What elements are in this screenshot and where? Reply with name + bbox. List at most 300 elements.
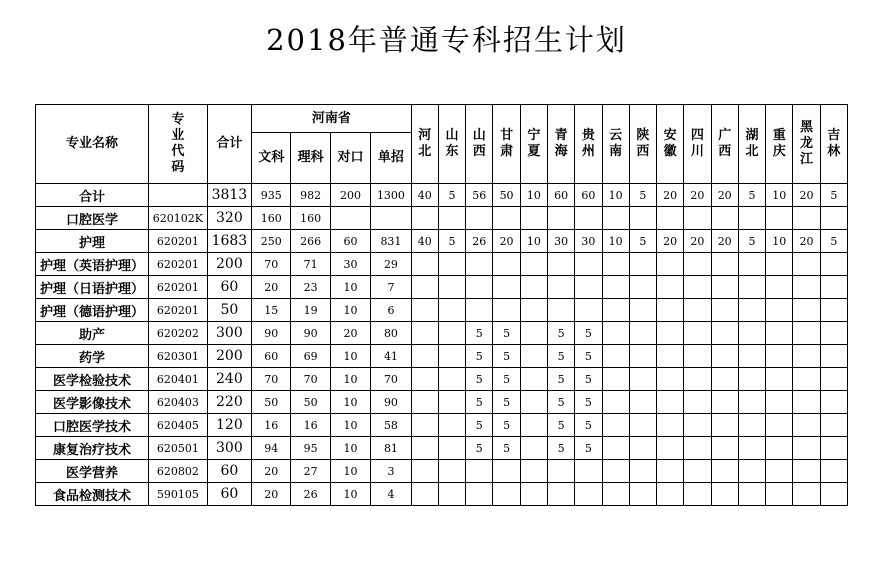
header-province: 山 东 [438, 105, 465, 184]
row-code-cell: 620802 [149, 460, 208, 483]
row-value-cell: 20 [657, 184, 684, 207]
row-value-cell: 20 [711, 184, 738, 207]
row-value-cell: 5 [575, 345, 602, 368]
row-value-cell [820, 276, 847, 299]
header-province: 湖 北 [738, 105, 765, 184]
row-value-cell [793, 391, 820, 414]
row-value-cell: 160 [291, 207, 330, 230]
header-henan: 河南省 [252, 105, 412, 133]
row-value-cell [411, 414, 438, 437]
row-code-cell: 620501 [149, 437, 208, 460]
row-value-cell: 5 [820, 184, 847, 207]
row-value-cell [411, 299, 438, 322]
row-value-cell: 50 [493, 184, 520, 207]
row-value-cell: 58 [371, 414, 411, 437]
table-row [36, 322, 848, 345]
row-value-cell: 5 [466, 345, 493, 368]
row-value-cell [493, 207, 520, 230]
header-name: 专业名称 [36, 105, 149, 184]
row-name-cell: 口腔医学 [36, 207, 149, 230]
row-value-cell [629, 207, 656, 230]
row-name-cell: 医学影像技术 [36, 391, 149, 414]
row-value-cell: 70 [291, 368, 330, 391]
header-henan-sub: 单招 [371, 133, 411, 184]
row-value-cell [493, 460, 520, 483]
row-value-cell [547, 276, 574, 299]
row-value-cell [411, 368, 438, 391]
row-value-cell [684, 299, 711, 322]
row-value-cell [711, 299, 738, 322]
row-name-cell: 助产 [36, 322, 149, 345]
header-province: 宁 夏 [520, 105, 547, 184]
row-value-cell [738, 207, 765, 230]
row-value-cell: 26 [466, 230, 493, 253]
row-name-cell: 药学 [36, 345, 149, 368]
row-value-cell: 3 [371, 460, 411, 483]
row-value-cell: 41 [371, 345, 411, 368]
row-value-cell: 20 [493, 230, 520, 253]
row-value-cell [575, 253, 602, 276]
row-value-cell: 20 [793, 184, 820, 207]
row-value-cell [438, 368, 465, 391]
header-province: 重 庆 [766, 105, 793, 184]
row-code-cell: 620201 [149, 253, 208, 276]
row-value-cell [330, 207, 370, 230]
row-value-cell [602, 437, 629, 460]
row-value-cell [629, 345, 656, 368]
row-code-cell: 620102K [149, 207, 208, 230]
row-value-cell: 10 [766, 230, 793, 253]
row-value-cell: 1300 [371, 184, 411, 207]
row-value-cell [602, 322, 629, 345]
row-value-cell: 5 [575, 391, 602, 414]
row-value-cell: 160 [252, 207, 291, 230]
row-value-cell: 200 [330, 184, 370, 207]
row-value-cell [602, 483, 629, 506]
row-value-cell [711, 207, 738, 230]
row-value-cell [766, 253, 793, 276]
header-province: 陕 西 [629, 105, 656, 184]
row-code-cell: 620201 [149, 276, 208, 299]
row-value-cell [738, 391, 765, 414]
row-total-cell: 200 [207, 253, 251, 276]
row-value-cell: 10 [330, 345, 370, 368]
row-total-cell: 320 [207, 207, 251, 230]
row-value-cell: 60 [547, 184, 574, 207]
row-value-cell [711, 368, 738, 391]
row-value-cell [411, 460, 438, 483]
table-row [36, 253, 848, 276]
row-value-cell [793, 299, 820, 322]
row-name-cell: 康复治疗技术 [36, 437, 149, 460]
row-value-cell [793, 368, 820, 391]
row-value-cell [411, 437, 438, 460]
row-value-cell [738, 322, 765, 345]
row-value-cell [520, 368, 547, 391]
table-row [36, 368, 848, 391]
row-value-cell [793, 345, 820, 368]
row-value-cell [520, 460, 547, 483]
row-value-cell [629, 368, 656, 391]
row-value-cell [493, 483, 520, 506]
row-value-cell: 81 [371, 437, 411, 460]
row-value-cell: 90 [252, 322, 291, 345]
row-value-cell [684, 368, 711, 391]
row-value-cell [602, 414, 629, 437]
row-value-cell [438, 414, 465, 437]
row-value-cell [711, 460, 738, 483]
table-row [36, 437, 848, 460]
row-value-cell: 10 [330, 437, 370, 460]
row-value-cell [766, 207, 793, 230]
row-value-cell [520, 276, 547, 299]
row-value-cell: 10 [330, 391, 370, 414]
row-value-cell [520, 322, 547, 345]
row-value-cell [520, 437, 547, 460]
row-value-cell: 19 [291, 299, 330, 322]
row-value-cell [684, 345, 711, 368]
header-province: 山 西 [466, 105, 493, 184]
row-value-cell: 10 [520, 184, 547, 207]
row-value-cell: 70 [252, 368, 291, 391]
row-value-cell [629, 299, 656, 322]
row-value-cell: 27 [291, 460, 330, 483]
row-value-cell [657, 207, 684, 230]
table-body [36, 184, 848, 506]
row-value-cell [438, 253, 465, 276]
row-value-cell: 90 [291, 322, 330, 345]
row-code-cell: 590105 [149, 483, 208, 506]
row-value-cell: 5 [575, 322, 602, 345]
table-row [36, 184, 848, 207]
row-value-cell: 5 [820, 230, 847, 253]
header-code: 专 业 代 码 [149, 105, 208, 184]
row-value-cell [793, 483, 820, 506]
row-value-cell [371, 207, 411, 230]
row-value-cell: 16 [252, 414, 291, 437]
row-name-cell: 护理（英语护理） [36, 253, 149, 276]
row-value-cell [602, 299, 629, 322]
row-value-cell [738, 299, 765, 322]
row-value-cell [766, 483, 793, 506]
row-value-cell [493, 299, 520, 322]
row-value-cell [738, 414, 765, 437]
row-value-cell [793, 414, 820, 437]
row-value-cell [411, 483, 438, 506]
row-value-cell: 20 [711, 230, 738, 253]
row-total-cell: 240 [207, 368, 251, 391]
row-value-cell: 6 [371, 299, 411, 322]
row-value-cell [820, 483, 847, 506]
row-value-cell [547, 483, 574, 506]
row-value-cell: 40 [411, 184, 438, 207]
row-value-cell [738, 437, 765, 460]
row-value-cell [466, 207, 493, 230]
row-code-cell: 620202 [149, 322, 208, 345]
row-value-cell [438, 391, 465, 414]
table-row [36, 207, 848, 230]
row-value-cell [466, 483, 493, 506]
row-value-cell [602, 207, 629, 230]
row-value-cell [793, 253, 820, 276]
row-value-cell [820, 253, 847, 276]
row-value-cell: 5 [438, 230, 465, 253]
row-value-cell: 5 [493, 345, 520, 368]
row-value-cell: 20 [684, 184, 711, 207]
row-value-cell: 30 [547, 230, 574, 253]
row-value-cell: 5 [629, 184, 656, 207]
row-value-cell [657, 483, 684, 506]
row-value-cell [575, 207, 602, 230]
row-total-cell: 120 [207, 414, 251, 437]
row-value-cell [602, 460, 629, 483]
row-value-cell [520, 483, 547, 506]
row-value-cell [711, 345, 738, 368]
row-value-cell [711, 253, 738, 276]
row-value-cell [657, 322, 684, 345]
header-province: 青 海 [547, 105, 574, 184]
row-value-cell [520, 253, 547, 276]
row-value-cell: 5 [629, 230, 656, 253]
row-value-cell: 5 [547, 414, 574, 437]
row-value-cell [820, 414, 847, 437]
row-value-cell: 5 [466, 414, 493, 437]
row-value-cell: 5 [493, 437, 520, 460]
row-value-cell: 5 [738, 184, 765, 207]
row-value-cell: 935 [252, 184, 291, 207]
row-value-cell: 20 [252, 276, 291, 299]
row-code-cell: 620201 [149, 230, 208, 253]
row-value-cell: 90 [371, 391, 411, 414]
row-value-cell [629, 391, 656, 414]
row-value-cell [766, 322, 793, 345]
row-value-cell [711, 276, 738, 299]
header-total: 合计 [207, 105, 251, 184]
row-value-cell [684, 437, 711, 460]
row-value-cell: 56 [466, 184, 493, 207]
row-value-cell [793, 322, 820, 345]
row-value-cell [657, 391, 684, 414]
row-value-cell [793, 437, 820, 460]
row-value-cell: 5 [547, 437, 574, 460]
row-code-cell: 620401 [149, 368, 208, 391]
row-value-cell: 20 [657, 230, 684, 253]
row-name-cell: 护理（德语护理） [36, 299, 149, 322]
row-value-cell [684, 460, 711, 483]
row-value-cell: 50 [252, 391, 291, 414]
row-value-cell: 20 [330, 322, 370, 345]
row-value-cell: 70 [252, 253, 291, 276]
row-value-cell [466, 299, 493, 322]
header-province: 黑 龙 江 [793, 105, 820, 184]
row-total-cell: 60 [207, 276, 251, 299]
row-value-cell [738, 483, 765, 506]
row-value-cell [575, 299, 602, 322]
row-value-cell: 10 [520, 230, 547, 253]
row-value-cell: 5 [493, 368, 520, 391]
row-value-cell [766, 276, 793, 299]
row-value-cell: 30 [575, 230, 602, 253]
header-province: 四 川 [684, 105, 711, 184]
row-value-cell [411, 276, 438, 299]
row-value-cell: 60 [330, 230, 370, 253]
row-value-cell [657, 437, 684, 460]
row-value-cell [438, 276, 465, 299]
row-value-cell [711, 391, 738, 414]
row-name-cell: 口腔医学技术 [36, 414, 149, 437]
row-value-cell: 23 [291, 276, 330, 299]
row-value-cell [602, 345, 629, 368]
header-province: 云 南 [602, 105, 629, 184]
row-value-cell: 982 [291, 184, 330, 207]
row-value-cell [766, 345, 793, 368]
row-value-cell: 10 [330, 299, 370, 322]
row-value-cell [547, 460, 574, 483]
table-row [36, 460, 848, 483]
row-total-cell: 300 [207, 437, 251, 460]
row-value-cell [438, 207, 465, 230]
row-code-cell [149, 184, 208, 207]
row-value-cell: 831 [371, 230, 411, 253]
row-name-cell: 医学检验技术 [36, 368, 149, 391]
row-value-cell: 70 [371, 368, 411, 391]
header-province: 安 徽 [657, 105, 684, 184]
row-value-cell: 5 [575, 414, 602, 437]
row-value-cell: 5 [493, 322, 520, 345]
page-title: 2018年普通专科招生计划 [266, 23, 627, 57]
row-value-cell [657, 368, 684, 391]
row-value-cell: 5 [466, 322, 493, 345]
row-value-cell [820, 207, 847, 230]
row-value-cell: 10 [330, 414, 370, 437]
row-value-cell: 10 [766, 184, 793, 207]
row-value-cell [547, 299, 574, 322]
row-value-cell: 69 [291, 345, 330, 368]
table-row [36, 276, 848, 299]
row-value-cell [520, 299, 547, 322]
row-value-cell [711, 414, 738, 437]
row-value-cell [411, 391, 438, 414]
row-value-cell [629, 322, 656, 345]
row-value-cell: 10 [330, 368, 370, 391]
row-value-cell [438, 322, 465, 345]
row-value-cell [520, 391, 547, 414]
row-value-cell [602, 253, 629, 276]
row-value-cell [411, 253, 438, 276]
row-name-cell: 护理 [36, 230, 149, 253]
row-value-cell [602, 276, 629, 299]
row-value-cell [520, 345, 547, 368]
row-code-cell: 620201 [149, 299, 208, 322]
row-total-cell: 220 [207, 391, 251, 414]
row-value-cell: 5 [466, 437, 493, 460]
row-value-cell [738, 276, 765, 299]
row-value-cell [438, 483, 465, 506]
row-value-cell [657, 276, 684, 299]
row-value-cell: 5 [575, 437, 602, 460]
row-value-cell [629, 437, 656, 460]
row-value-cell [466, 253, 493, 276]
row-value-cell: 15 [252, 299, 291, 322]
row-value-cell: 10 [330, 276, 370, 299]
row-value-cell [575, 460, 602, 483]
row-value-cell [602, 368, 629, 391]
row-value-cell: 5 [466, 368, 493, 391]
row-value-cell: 5 [547, 391, 574, 414]
table-row [36, 299, 848, 322]
row-value-cell [738, 345, 765, 368]
row-value-cell [738, 253, 765, 276]
row-value-cell: 16 [291, 414, 330, 437]
row-value-cell [684, 276, 711, 299]
row-value-cell [684, 483, 711, 506]
row-value-cell [684, 391, 711, 414]
row-value-cell: 5 [493, 414, 520, 437]
row-value-cell [438, 460, 465, 483]
row-value-cell [684, 414, 711, 437]
row-value-cell [684, 322, 711, 345]
row-value-cell [547, 253, 574, 276]
header-henan-sub: 理科 [291, 133, 330, 184]
row-value-cell: 10 [330, 460, 370, 483]
row-value-cell: 20 [793, 230, 820, 253]
table-row [36, 483, 848, 506]
row-value-cell [438, 299, 465, 322]
row-value-cell: 40 [411, 230, 438, 253]
row-value-cell: 266 [291, 230, 330, 253]
row-code-cell: 620405 [149, 414, 208, 437]
row-value-cell: 60 [252, 345, 291, 368]
row-value-cell [657, 253, 684, 276]
row-value-cell [438, 345, 465, 368]
row-value-cell: 80 [371, 322, 411, 345]
row-value-cell [820, 460, 847, 483]
table-row [36, 230, 848, 253]
row-value-cell [793, 276, 820, 299]
row-total-cell: 200 [207, 345, 251, 368]
row-value-cell [684, 253, 711, 276]
row-total-cell: 60 [207, 460, 251, 483]
row-value-cell: 5 [547, 345, 574, 368]
row-value-cell [738, 460, 765, 483]
row-value-cell [466, 276, 493, 299]
row-value-cell [629, 414, 656, 437]
row-value-cell [766, 460, 793, 483]
row-name-cell: 食品检测技术 [36, 483, 149, 506]
row-value-cell [793, 207, 820, 230]
row-name-cell: 医学营养 [36, 460, 149, 483]
row-value-cell [575, 276, 602, 299]
table-row [36, 414, 848, 437]
row-value-cell [575, 483, 602, 506]
table-row [36, 391, 848, 414]
row-value-cell [657, 345, 684, 368]
enrollment-plan-table [35, 104, 848, 506]
row-value-cell [438, 437, 465, 460]
row-value-cell [793, 460, 820, 483]
header-province: 河 北 [411, 105, 438, 184]
row-value-cell [547, 207, 574, 230]
row-value-cell: 29 [371, 253, 411, 276]
header-henan-sub: 文科 [252, 133, 291, 184]
row-value-cell [629, 483, 656, 506]
header-province: 甘 肃 [493, 105, 520, 184]
row-value-cell [493, 276, 520, 299]
row-value-cell [466, 460, 493, 483]
row-value-cell [602, 391, 629, 414]
row-total-cell: 1683 [207, 230, 251, 253]
row-value-cell: 5 [547, 368, 574, 391]
